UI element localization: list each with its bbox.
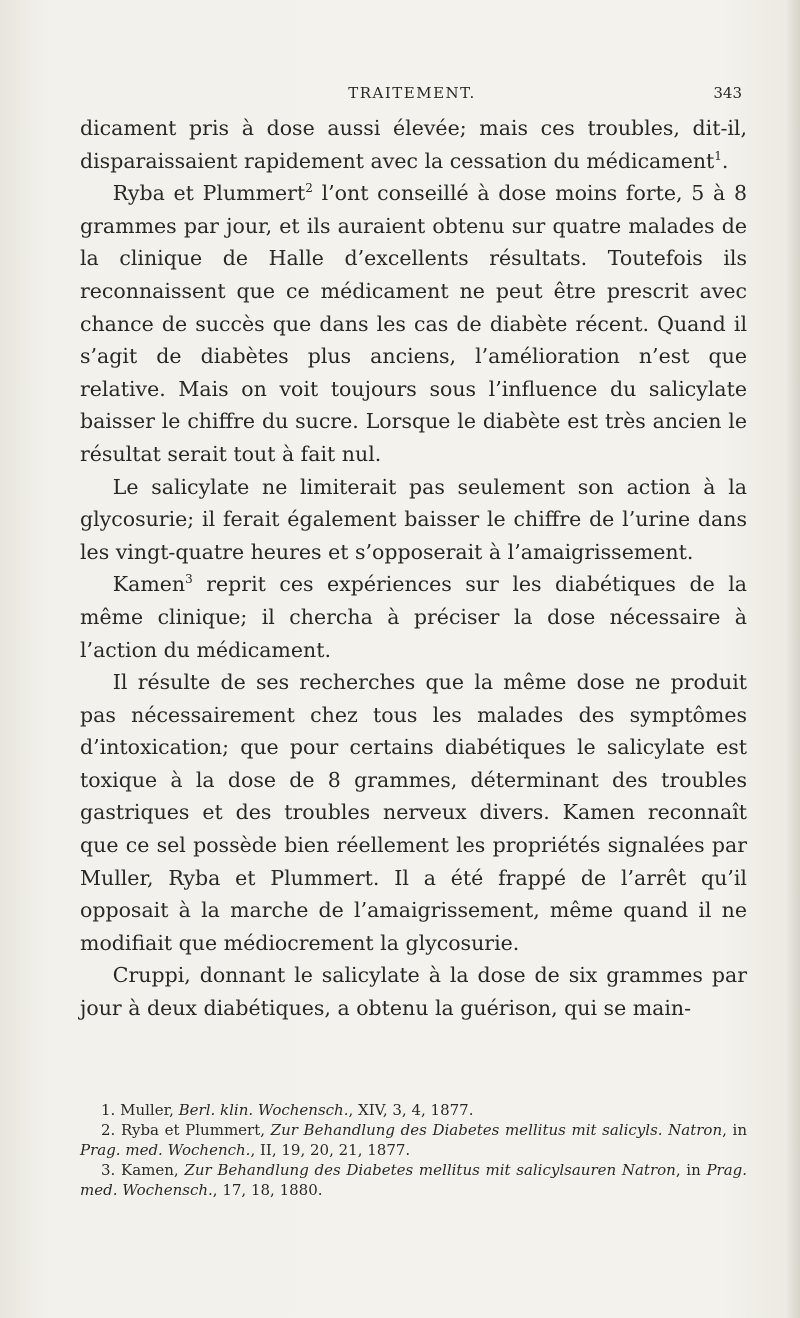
footnote-2-author: 2. Ryba et Plummert, <box>101 1121 271 1139</box>
main-text <box>80 112 747 1025</box>
page-edge-shadow <box>786 0 800 1318</box>
footnote-3-ref: , 17, 18, 1880. <box>212 1181 323 1199</box>
page-header <box>82 84 742 106</box>
footnote-2 <box>80 1120 747 1160</box>
paragraph-1-text: dicament pris à dose aussi élevée; mais ces troubles, dit-il, disparaissaient rapidement avec la cessation du médicament <box>80 116 747 173</box>
paragraph-5: Il résulte de ses recherches que la même dose ne produit pas nécessairement chez tous les malades des symptômes d’intoxication; que pour certains diabétiques le salicylate est toxique à la dose de 8 grammes, déterminant des troubles gastriques et des troubles nerveux divers. Kamen reconnaît que ce sel possède bien réellement les propriétés signalées par Muller, Ryba et Plummert. Il a été frappé de l’arrêt qu’il opposait à la marche de l’amaigrissement, même quand il ne modifiait que médiocrement la glycosurie. <box>80 670 747 955</box>
footnote-ref-1: 1 <box>714 148 722 163</box>
paragraph-2-lead: Ryba et Plummert <box>112 181 306 206</box>
footnote-3-journal: Prag. med. Wochensch. <box>80 1161 748 1199</box>
paragraph-4-lead: Kamen <box>112 572 186 597</box>
footnote-3-title: Zur Behandlung des Diabetes mellitus mit salicylsauren Natron <box>184 1161 676 1179</box>
paragraph-2 <box>80 177 747 470</box>
footnote-2-title: Zur Behandlung des Diabetes mellitus mit salicyls. Natron <box>270 1121 723 1139</box>
footnote-3-sep: , in <box>675 1161 707 1179</box>
footnote-1-ref: , XIV, 3, 4, 1877. <box>348 1101 474 1119</box>
footnote-3 <box>80 1160 747 1200</box>
paragraph-4 <box>80 568 747 666</box>
footnote-2-sep: , in <box>722 1121 748 1139</box>
paragraph-2-text: l’ont conseillé à dose moins forte, 5 à 8 grammes par jour, et ils auraient obtenu sur quatre malades de la clinique de Halle d’excellents résultats. Toutefois ils reconnaissent que ce médicament ne peut être prescrit avec chance de succès que dans les cas de diabète récent. Quand il s’agit de diabètes plus anciens, l’amélioration n’est que relative. Mais on voit toujours sous l’influence du salicylate baisser le chiffre du sucre. Lorsque le diabète est très ancien le résultat serait tout à fait nul. <box>80 181 747 466</box>
paragraph-4-text: reprit ces expériences sur les diabétiques de la même clinique; il chercha à préciser la dose nécessaire à l’action du médicament. <box>80 572 747 662</box>
paragraph-6: Cruppi, donnant le salicylate à la dose de six grammes par jour à deux diabétiques, a obtenu la guérison, qui se main- <box>80 963 747 1021</box>
footnote-1 <box>80 1100 747 1120</box>
footnote-ref-2: 2 <box>305 181 313 196</box>
footnote-2-journal: Prag. med. Wochench. <box>80 1141 251 1159</box>
paragraph-1 <box>80 112 747 177</box>
footnote-1-author: 1. Muller, <box>101 1101 179 1119</box>
footnote-3-author: 3. Kamen, <box>101 1161 185 1179</box>
footnotes <box>80 1100 747 1200</box>
paragraph-3: Le salicylate ne limiterait pas seulement son action à la glycosurie; il ferait également baisser le chiffre de l’urine dans les vingt-quatre heures et s’opposerait à l’amaigrissement. <box>80 474 747 564</box>
footnote-1-journal: Berl. klin. Wochensch. <box>178 1101 349 1119</box>
paragraph-1-end: . <box>721 148 729 173</box>
page-number: 343 <box>713 84 742 102</box>
footnote-ref-3: 3 <box>185 572 193 587</box>
footnote-2-ref: , II, 19, 20, 21, 1877. <box>250 1141 411 1159</box>
running-title: TRAITEMENT. <box>348 84 476 102</box>
